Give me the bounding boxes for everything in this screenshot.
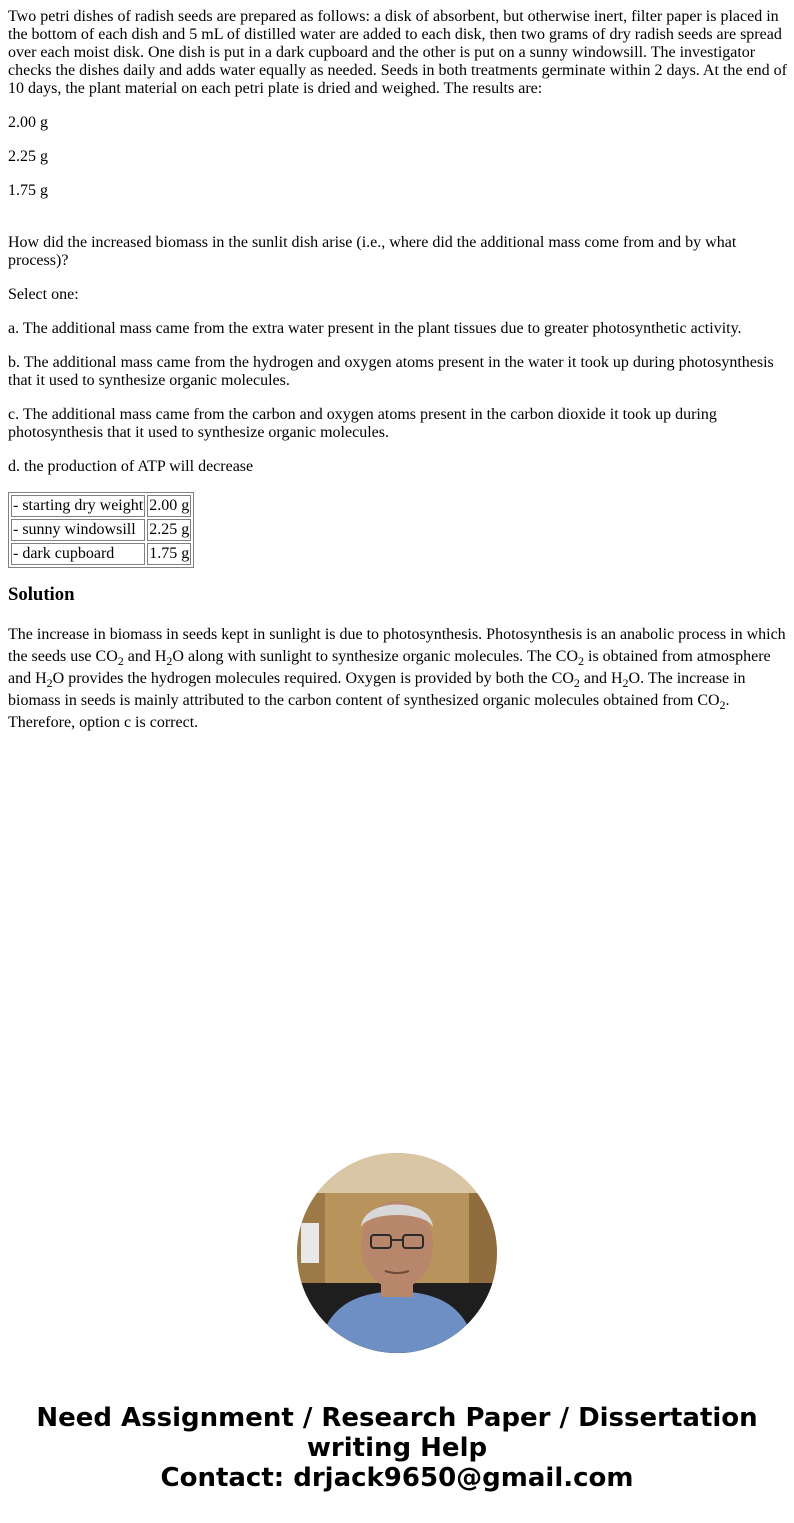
- promo-line: Need Assignment / Research Paper / Dissertation: [36, 1403, 758, 1433]
- option-b: b. The additional mass came from the hydrogen and oxygen atoms present in the water it took up during photosynthesis that it used to synthesize organic molecules.: [8, 354, 774, 389]
- solution-text: [8, 624, 788, 734]
- subscript-2: 2: [719, 698, 726, 713]
- solution-text-part: and H: [123, 648, 167, 665]
- solution-text-part: The increase in biomass in seeds kept in sunlight is due to photosynthesis. Photosynthesis is an anabolic process in which the seeds use CO: [8, 626, 786, 665]
- weights-table: [8, 492, 194, 568]
- solution-heading: Solution: [8, 584, 75, 605]
- option-a: a. The additional mass came from the extra water present in the plant tissues due to greater photosynthetic activity.: [8, 320, 742, 337]
- tutor-photo-icon: [297, 1153, 497, 1353]
- solution-text-part: O. The increase in biomass in seeds is mainly attributed to the carbon content of synthesized organic molecules obtained from CO: [8, 670, 746, 709]
- table-cell-value: 2.25 g: [147, 519, 191, 541]
- select-label: Select one:: [8, 286, 79, 303]
- subscript-2: 2: [573, 676, 580, 691]
- table-row: [11, 543, 191, 565]
- subscript-2: 2: [622, 676, 629, 691]
- promo-line: writing Help: [306, 1433, 488, 1463]
- solution-section: [8, 584, 788, 734]
- table-cell-value: 2.00 g: [147, 495, 191, 517]
- option-d: d. the production of ATP will decrease: [8, 458, 254, 475]
- promo-banner: [0, 1403, 794, 1493]
- table-row: [11, 495, 191, 517]
- solution-text-part: and H: [579, 670, 623, 687]
- table-cell-value: 1.75 g: [147, 543, 191, 565]
- solution-text-part: is obtained from atmosphere and H: [8, 648, 771, 687]
- table-cell-label: - dark cupboard: [11, 543, 145, 565]
- promo-contact: Contact: drjack9650@gmail.com: [160, 1463, 634, 1493]
- solution-text-part: O provides the hydrogen molecules required. Oxygen is provided by both the CO: [52, 670, 574, 687]
- question-intro: Two petri dishes of radish seeds are prepared as follows: a disk of absorbent, but otherwise inert, filter paper is placed in the bottom of each dish and 5 mL of distilled water are added to each disk, then two grams of dry radish seeds are spread over each moist disk. One dish is put in a dark cupboard and the other is put on a sunny windowsill. The investigator checks the dishes daily and adds water equally as needed. Seeds in both treatments germinate within 2 days. At the end of 10 days, the plant material on each petri plate is dried and weighed. The results are:: [8, 8, 787, 97]
- subscript-2: 2: [166, 654, 173, 669]
- spacer: [8, 216, 788, 234]
- question-prompt: How did the increased biomass in the sunlit dish arise (i.e., where did the additional mass come from and by what process)?: [8, 234, 737, 269]
- option-c: c. The additional mass came from the carbon and oxygen atoms present in the carbon dioxide it took up during photosynthesis that it used to synthesize organic molecules.: [8, 406, 717, 441]
- result-value: 1.75 g: [8, 182, 48, 199]
- result-value: 2.25 g: [8, 148, 48, 165]
- result-value: 2.00 g: [8, 114, 48, 131]
- table-cell-label: - sunny windowsill: [11, 519, 145, 541]
- page-content: [8, 8, 788, 750]
- tutor-avatar: [297, 1153, 497, 1353]
- subscript-2: 2: [46, 676, 53, 691]
- table-row: [11, 519, 191, 541]
- subscript-2: 2: [117, 654, 124, 669]
- table-cell-label: - starting dry weight: [11, 495, 145, 517]
- subscript-2: 2: [578, 654, 584, 669]
- solution-text-part: . Therefore, option c is correct.: [8, 692, 730, 731]
- solution-text-part: O along with sunlight to synthesize organic molecules. The CO: [172, 648, 578, 665]
